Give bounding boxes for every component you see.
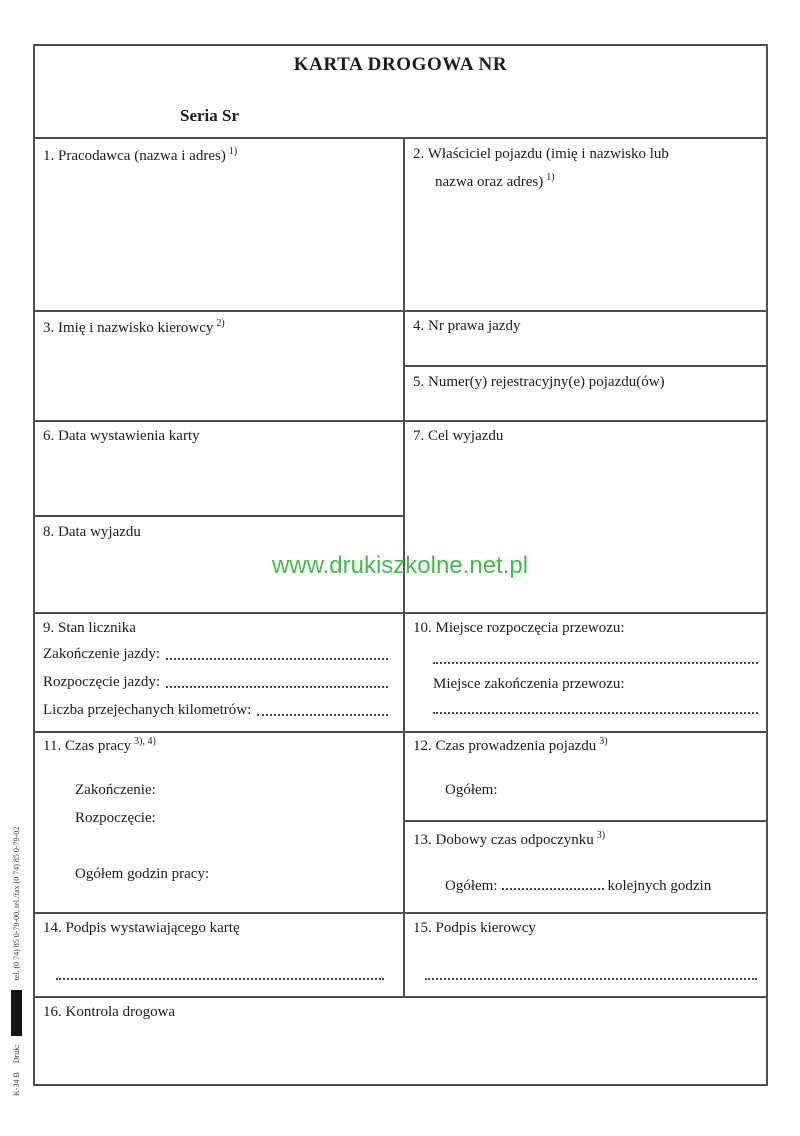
field-ogolem-kolejnych-godzin: Ogółem: kolejnych godzin bbox=[445, 878, 712, 894]
field-label-numer-rejestracyjny: 5. Numer(y) rejestracyjny(e) pojazdu(ów) bbox=[413, 374, 665, 390]
form-code: K-34 B bbox=[12, 1072, 21, 1096]
field-label-wlasciciel-line2: nazwa oraz adres) $^{1)}$ bbox=[435, 172, 555, 190]
series-label: Seria Sr bbox=[180, 106, 240, 125]
table-border-left bbox=[33, 44, 35, 1086]
fill-line bbox=[166, 658, 388, 660]
footnote-ref: 1) bbox=[228, 146, 238, 157]
field-label-podpis-wystawiajacego: 14. Podpis wystawiającego kartę bbox=[43, 920, 240, 936]
row-divider bbox=[33, 612, 768, 614]
fill-line bbox=[257, 714, 388, 716]
field-label-kierowca: 3. Imię i nazwisko kierowcy $^{2)}$ bbox=[43, 318, 225, 336]
field-label-zakonczenie: Zakończenie: bbox=[75, 782, 156, 798]
imprint-contact: tel. (0 74) 85 0-79-00, tel./fax (0 74) 85 0-79-02 bbox=[12, 826, 21, 981]
signature-line bbox=[56, 978, 384, 980]
watermark-url: www.drukiszkolne.net.pl bbox=[271, 552, 529, 579]
footnote-ref: 3) bbox=[599, 736, 608, 747]
form-title: KARTA DROGOWA NR bbox=[293, 54, 508, 75]
field-zakonczenie-jazdy: Zakończenie jazdy: bbox=[43, 646, 390, 663]
field-label-podpis-kierowcy: 15. Podpis kierowcy bbox=[413, 920, 536, 936]
table-border-top bbox=[33, 44, 768, 46]
field-rozpoczecie-jazdy: Rozpoczęcie jazdy: bbox=[43, 674, 390, 691]
field-label-data-wystawienia: 6. Data wystawienia karty bbox=[43, 428, 200, 444]
field-label-ogolem-godzin-pracy: Ogółem godzin pracy: bbox=[75, 866, 210, 882]
footnote-ref: 1) bbox=[546, 172, 555, 183]
field-label-data-wyjazdu: 8. Data wyjazdu bbox=[43, 524, 141, 540]
field-label-wlasciciel-line1: 2. Właściciel pojazdu (imię i nazwisko lub bbox=[413, 146, 669, 162]
signature-line bbox=[425, 978, 757, 980]
field-label-czas-prowadzenia: 12. Czas prowadzenia pojazdu $^{3)}$ bbox=[413, 736, 608, 754]
fill-line bbox=[502, 876, 604, 890]
field-label-ogolem-12: Ogółem: bbox=[445, 782, 498, 798]
row-divider-right bbox=[403, 820, 768, 822]
table-border-bottom bbox=[33, 1084, 768, 1086]
fill-line bbox=[166, 686, 388, 688]
field-label-cel-wyjazdu: 7. Cel wyjazdu bbox=[413, 428, 504, 444]
row-divider bbox=[33, 420, 768, 422]
row-divider-left bbox=[33, 515, 405, 517]
field-label-prawo-jazdy: 4. Nr prawa jazdy bbox=[413, 318, 521, 334]
row-divider bbox=[33, 310, 768, 312]
footnote-ref: 3), 4) bbox=[134, 736, 156, 747]
field-liczba-kilometrow: Liczba przejechanych kilometrów: bbox=[43, 702, 390, 719]
field-label-miejsce-zakonczenia: Miejsce zakończenia przewozu: bbox=[433, 676, 625, 692]
field-label-rozpoczecie: Rozpoczęcie: bbox=[75, 810, 156, 826]
fill-line bbox=[433, 712, 758, 714]
imprint-druk-label: Druk: bbox=[12, 1044, 21, 1064]
field-label-kontrola-drogowa: 16. Kontrola drogowa bbox=[43, 1004, 176, 1020]
row-divider bbox=[33, 912, 768, 914]
row-divider bbox=[33, 137, 768, 139]
field-label-pracodawca: 1. Pracodawca (nazwa i adres) $^{1)}$ bbox=[43, 146, 238, 164]
table-border-right bbox=[766, 44, 768, 1086]
row-divider bbox=[33, 731, 768, 733]
field-label-stan-licznika: 9. Stan licznika bbox=[43, 620, 136, 636]
field-label-czas-pracy: 11. Czas pracy $^{3), 4)}$ bbox=[43, 736, 156, 754]
footnote-ref: 2) bbox=[216, 318, 225, 329]
printer-logo bbox=[11, 990, 22, 1036]
row-divider bbox=[33, 996, 768, 998]
field-label-dobowy-odpoczynek: 13. Dobowy czas odpoczynku $^{3)}$ bbox=[413, 830, 606, 848]
field-label-miejsce-rozpoczecia: 10. Miejsce rozpoczęcia przewozu: bbox=[413, 620, 625, 636]
footnote-ref: 3) bbox=[596, 830, 606, 841]
row-divider-right bbox=[403, 365, 768, 367]
fill-line bbox=[433, 662, 758, 664]
printer-imprint bbox=[11, 822, 22, 1096]
